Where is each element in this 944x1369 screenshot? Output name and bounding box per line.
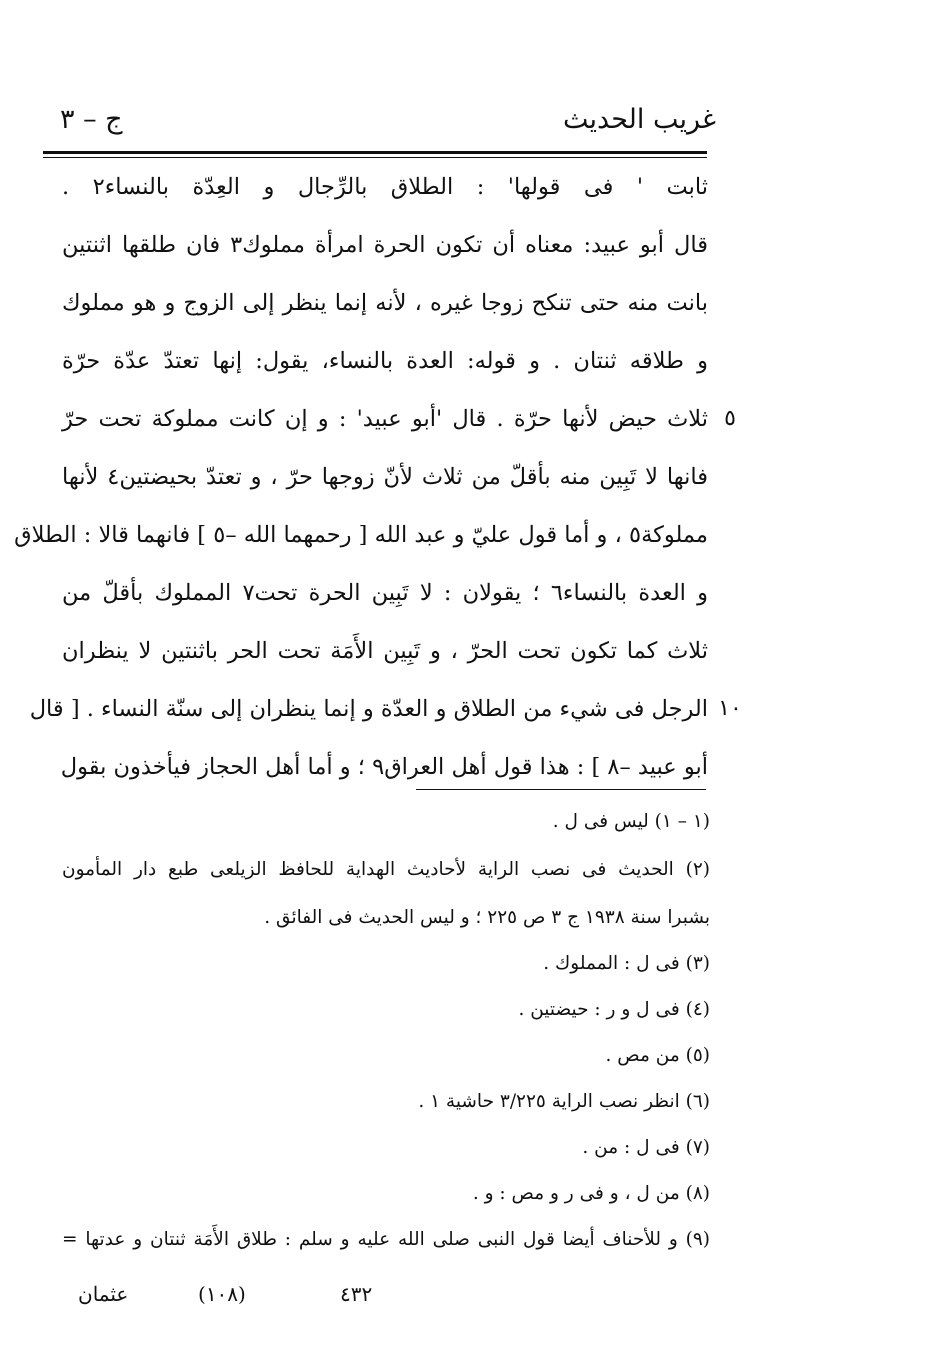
text-line: الرجل فى شيء من الطلاق و العدّة و إنما ينظران إلى سنّة النساء . [ قال [29, 696, 708, 722]
footnote: (٤) فى ل و ر : حيضتين . [518, 999, 710, 1020]
text-line: قال أبو عبيد: معناه أن تكون الحرة امرأة مملوك٣ فان طلقها اثنتين [62, 232, 708, 258]
signature-sequence: (١٠٨) [198, 1282, 246, 1306]
running-header-volume: ج – ٣ [60, 104, 123, 135]
page-number: ٤٣٢ [340, 1282, 373, 1306]
printer-signature: عثمان [78, 1282, 129, 1306]
text-line: ثلاث كما تكون تحت الحرّ ، و تَبِين الأَمَة تحت الحر باثنتين لا ينظران [62, 638, 708, 664]
footnote-rule [416, 789, 706, 790]
footnote: (٩) و للأحناف أيضا قول النبى صلى الله عليه و سلم : طلاق الأَمَة ثنتان و عدتها = [62, 1229, 710, 1250]
footnote: (٨) من ل ، و فى ر و مص : و . [472, 1183, 710, 1204]
footnote: (٢) الحديث فى نصب الراية لأحاديث الهداية للحافظ الزيلعى طبع دار المأمون [62, 859, 710, 880]
text-line: ثابت ' فى قولها' : الطلاق بالرِّجال و العِدّة بالنساء٢ . [62, 174, 708, 200]
footnote: (٣) فى ل : المملوك . [543, 953, 710, 974]
text-line: مملوكة٥ ، و أما قول عليّ و عبد الله [ رحمهما الله –٥ ] فانهما قالا : الطلاق [14, 522, 708, 548]
text-line: و طلاقه ثنتان . و قوله: العدة بالنساء، يقول: إنها تعتدّ عدّة حرّة [62, 348, 708, 374]
footnote: بشبرا سنة ١٩٣٨ ج ٣ ص ٢٢٥ ؛ و ليس الحديث فى الفائق . [264, 907, 710, 928]
footnote: (٥) من مص . [605, 1045, 710, 1066]
text-line: بانت منه حتى تنكح زوجا غيره ، لأنه إنما ينظر إلى الزوج و هو مملوك [62, 290, 708, 316]
text-line: ثلاث حيض لأنها حرّة . قال 'أبو عبيد' : و إن كانت مملوكة تحت حرّ [62, 406, 708, 432]
running-header-title: غريب الحديث [563, 104, 716, 135]
text-line: أبو عبيد –٨ ] : هذا قول أهل العراق٩ ؛ و أما أهل الحجاز فيأخذون بقول [60, 754, 708, 780]
text-line: فانها لا تَبِين منه بأقلّ من ثلاث لأنّ زوجها حرّ ، و تعتدّ بحيضتين٤ لأنها [62, 464, 708, 490]
footnote: (٧) فى ل : من . [582, 1137, 710, 1158]
line-number: ١٠ [718, 696, 742, 721]
footnote: (١ – ١) ليس فى ل . [552, 811, 710, 832]
footnote: (٦) انظر نصب الراية ٣/٢٢٥ حاشية ١ . [418, 1091, 710, 1112]
text-line: و العدة بالنساء٦ ؛ يقولان : لا تَبِين الحرة تحت٧ المملوك بأقلّ من [62, 580, 709, 606]
line-number: ٥ [724, 406, 736, 431]
header-rule-thick [43, 151, 707, 154]
